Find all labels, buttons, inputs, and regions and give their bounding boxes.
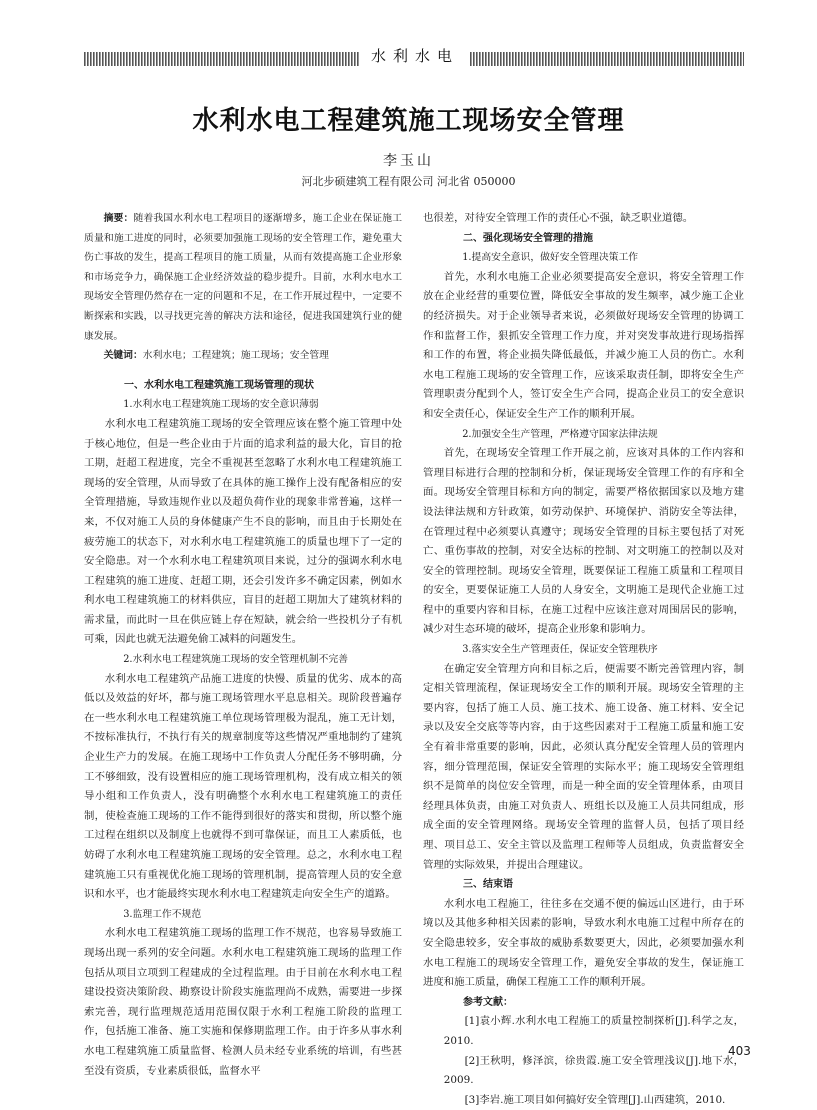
keywords-label: 关键词： [103, 350, 143, 362]
paragraph: 首先，水利水电施工企业必须要提高安全意识，将安全管理工作放在企业经营的重要位置，降低安全事故的发生频率，减少施工企业的经济损失。对于企业领导者来说，必须做好现场安全管理的协调工作和监督工作，狠抓安全管理工作力度，并对突发事故进行现场指挥和工作的布置，将企业损失降低最低，并减少施工人员的伤亡。水利水电工程施工现场的安全管理工作，应该采取责任制，即将安全生产管理职责分配到个人，签订安全生产合同，提高企业员工的安全意识和安全责任心，保证安全生产工作的顺利开展。 [423, 270, 744, 420]
paragraph: 在确定安全管理方向和目标之后，便需要不断完善管理内容，制定相关管理流程，保证现场安全工作的顺利开展。现场安全管理的主要内容，包括了施工人员、施工技术、施工设备、施工材料、安全记录以及安全交底等等内容，由于这些因素对于工程施工质量和施工安全有着非常重要的影响，因此，必须认真分配安全管理人员的管理内容，细分管理范围，保证安全管理的实际水平；施工现场安全管理组织不是简单的岗位安全管理，而是一种全面的安全管理体系，由项目经理具体负责，由施工对负责人、班组长以及施工人员共同组成，形成全面的安全管理网络。现场安全管理的监督人员，包括了项目经理、项目总工、安全主管以及监理工程师等人员组成，负责监督安全管理的实际效果，并提出合理建议。 [423, 662, 744, 871]
reference-item: [2]王秋明，修泽滨，徐贵霞.施工安全管理浅议[J].地下水，2009. [443, 1054, 744, 1087]
section-heading: 三、结束语 [463, 879, 513, 891]
reference-item: [3]李岩.施工项目如何搞好安全管理[J].山西建筑，2010. [464, 1093, 726, 1106]
author-name: 李玉山 [383, 153, 434, 169]
spacer [84, 366, 402, 376]
section-tag: 水利水电 [370, 47, 459, 65]
keywords [84, 346, 402, 366]
page-number: 403 [728, 1044, 751, 1058]
subsection-heading: 1.提高安全意识，做好安全管理决策工作 [462, 252, 639, 264]
subsection-heading: 2.加强安全生产管理，严格遵守国家法律法规 [462, 428, 658, 440]
article-title: 水利水电工程建筑施工现场安全管理 [192, 106, 625, 136]
subsection-heading: 3.落实安全生产管理责任，保证安全管理秩序 [462, 644, 658, 656]
author-affiliation: 河北步硕建筑工程有限公司 河北省 050000 [301, 175, 516, 188]
abstract [84, 209, 402, 346]
reference-item: [1]袁小辉.水利水电工程施工的质量控制探析[J].科学之友，2010. [443, 1015, 744, 1047]
subsection-heading: 3.监理工作不规范 [123, 908, 202, 920]
right-column [423, 209, 744, 1110]
paragraph: 也很差，对待安全管理工作的责任心不强，缺乏职业道德。 [423, 212, 694, 224]
subsection-heading: 2.水利水电工程建筑施工现场的安全管理机制不完善 [123, 654, 349, 666]
paragraph: 水利水电工程建筑施工现场的监理工作不规范，也容易导致施工现场出现一系列的安全问题。水利水电工程建筑施工现场的监理工作包括从项目立项到工程建成的全过程监理。由于目前在水利水电工程建设投资决策阶段、勘察设计阶段实施监理尚不成熟，需要进一步探索完善，现行监理规范适用范围仅限于水利工程施工阶段的监理工作，包括施工准备、施工实施和保修期监理工作。由于许多从事水利水电工程建筑施工质量监督、检测人员未经专业系统的培训，有些甚至没有资质，专业素质很低，监督水平 [84, 927, 402, 1077]
references-heading: 参考文献： [463, 996, 513, 1008]
header-rule-left [84, 52, 360, 66]
abstract-text: 随着我国水利水电工程项目的逐渐增多，施工企业在保证施工质量和施工进度的同时，必须要加强施工现场的安全管理工作，避免重大伤亡事故的发生，提高工程项目的施工质量，从而有效提高施工企业形象和市场竞争力，确保施工企业经济效益的稳步提升。目前，水利水电水工现场安全管理仍然存在一定的问题和不足，在工作开展过程中，一定要不断探索和实践，以寻找更完善的解决方法和途径，促进我国建筑行业的健康发展。 [84, 213, 403, 342]
section-heading: 一、水利水电工程建筑施工现场管理的现状 [124, 379, 314, 391]
paragraph: 首先，在现场安全管理工作开展之前，应该对具体的工作内容和管理目标进行合理的控制和分析，保证现场安全管理工作的有序和全面。现场安全管理目标和方向的制定，需要严格依据国家以及地方建设法律法规和方针政策，如劳动保护、环境保护、消防安全等法律，在管理过程中必须要认真遵守；现场安全管理的目标主要包括了对死亡、重伤事故的控制，对安全达标的控制、对文明施工的控制以及对安全的管理控制。现场安全管理，既要保证工程施工质量和工程项目的安全，更要保证施工人员的人身安全，文明施工是现代企业施工过程中的重要内容和目标，在施工过程中应该注意对周围居民的影响，减少对生态环境的破坏，提高企业形象和影响力。 [423, 447, 744, 636]
abstract-label: 摘要： [103, 213, 134, 224]
subsection-heading: 1.水利水电工程建筑施工现场的安全意识薄弱 [123, 399, 319, 411]
paragraph: 水利水电工程建筑产品施工进度的快慢、质量的优劣、成本的高低以及效益的好坏，都与施工现场管理水平息息相关。现阶段普遍存在一些水利水电工程建筑施工单位现场管理极为混乱，施工无计划，不按标准执行，不执行有关的规章制度等这些情况严重地制约了建筑企业生产力的发展。在施工现场中工作负责人分配任务不够明确，分工不够细致，没有设置相应的施工现场管理机构，没有成立相关的领导小组和工作负责人，没有明确整个水利水电工程建筑施工的责任制，使检查施工现场的工作不能得到很好的落实和贯彻，所以整个施工过程在组织以及制度上也就得不到可靠保证，而且工人素质低，也妨碍了水利水电工程建筑施工现场的安全管理。总之，水利水电工程建筑施工只有重视优化施工现场的管理机制，提高管理人员的安全意识和水平，也才能最终实现水利水电工程建筑走向安全生产的道路。 [84, 672, 402, 901]
header-rule-right [470, 52, 744, 66]
left-column [84, 209, 402, 1081]
paragraph: 水利水电工程建筑施工现场的安全管理应该在整个施工管理中处于核心地位，但是一些企业由于片面的追求利益的最大化，盲目的抢工期，赶超工程进度，完全不重视甚至忽略了水利水电工程建筑施工现场的安全管理，从而导致了在具体的施工操作上没有配备相应的安全管理措施，导致违规作业以及超负荷作业的现象非常普遍，这样一来，不仅对施工人员的身体健康产生不良的影响，而且由于长期处在疲劳施工的状态下，对水利水电工程建筑施工的质量也埋下了一定的安全隐患。对一个水利水电工程建筑项目来说，过分的强调水利水电工程建筑的施工进度、赶超工期，还会引发许多不确定因素，例如水利水电工程建筑施工的材料供应，盲目的赶超工期加大了建筑材料的需求量，而此时一旦在供应链上存在短缺，就会给一些投机分子有机可乘，因此也就无法避免偷工减料的问题发生。 [84, 417, 402, 646]
section-heading: 二、强化现场安全管理的措施 [463, 232, 593, 244]
keywords-text: 水利水电；工程建筑；施工现场；安全管理 [142, 350, 329, 362]
paragraph: 水利水电工程施工，往往多在交通不便的偏远山区进行，由于环境以及其他多种相关因素的影响，导致水利水电施工过程中所存在的安全隐患较多，安全事故的威胁系数要更大，因此，必须要加强水利水电工程施工的现场安全管理工作，避免安全事故的发生，保证施工进度和施工质量，确保工程施工工作的顺利开展。 [423, 897, 744, 989]
